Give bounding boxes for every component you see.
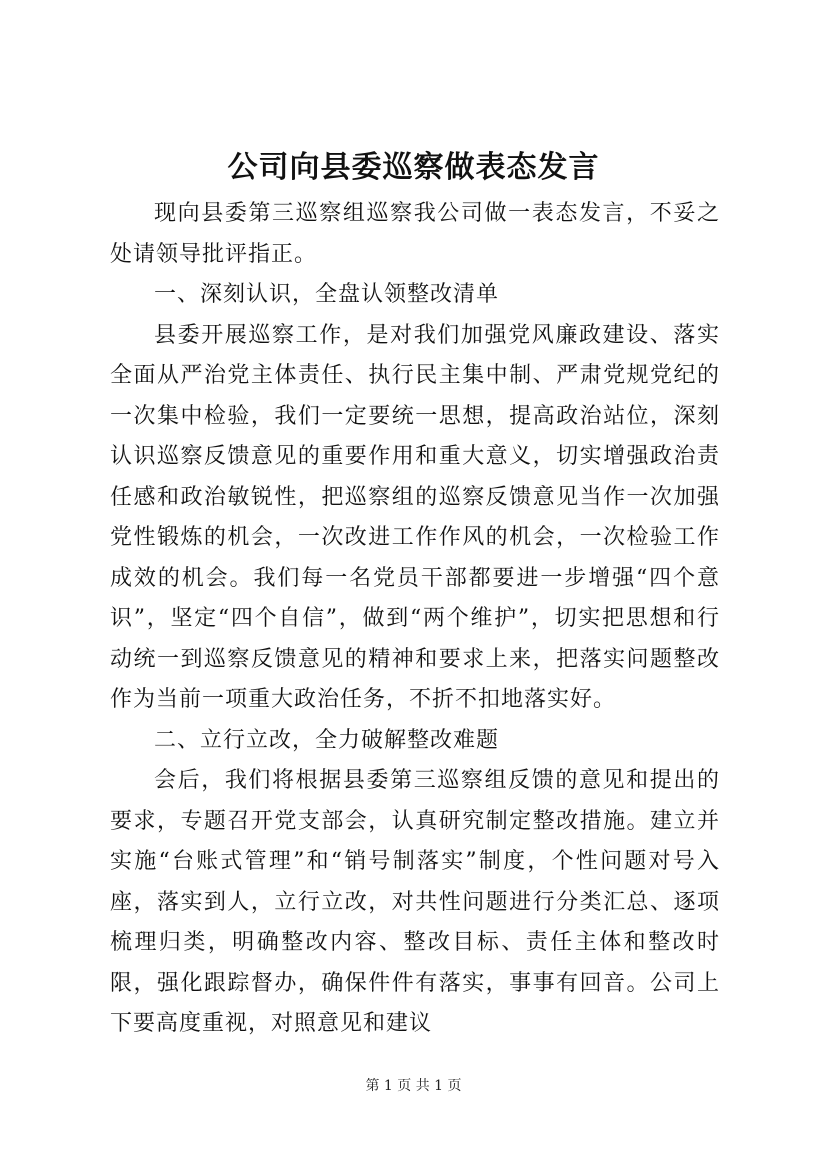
section-heading-1: 一、深刻认识，全盘认领整改清单 xyxy=(154,282,500,307)
document-title: 公司向县委巡察做表态发言 xyxy=(227,150,600,185)
section-1-paragraph: 县委开展巡察工作，是对我们加强党风廉政建设、落实全面从严治党主体责任、执行民主集中制、严肃党规党纪的一次集中检验，我们一定要统一思想，提高政治站位，深刻认识巡察反馈意见的重要作用和重大意义，切实增强政治责任感和政治敏锐性，把巡察组的巡察反馈意见当作一次加强党性锻炼的机会，一次改进工作作风的机会，一次检验工作成效的机会。我们每一名党员干部都要进一步增强“四个意识”，坚定“四个自信”，做到“两个维护”，切实把思想和行动统一到巡察反馈意见的精神和要求上来，把落实问题整改作为当前一项重大政治任务，不折不扣地落实好。 xyxy=(110,322,720,712)
section-2-paragraph: 会后，我们将根据县委第三巡察组反馈的意见和提出的要求，专题召开党支部会，认真研究制定整改措施。建立并实施“台账式管理”和“销号制落实”制度，个性问题对号入座，落实到人，立行立改，对共性问题进行分类汇总、逐项梳理归类，明确整改内容、整改目标、责任主体和整改时限，强化跟踪督办，确保件件有落实，事事有回音。公司上下要高度重视，对照意见和建议 xyxy=(110,768,720,1036)
intro-paragraph: 现向县委第三巡察组巡察我公司做一表态发言，不妥之处请领导批评指正。 xyxy=(110,201,720,267)
page-number-footer: 第 1 页 共 1 页 xyxy=(365,1078,462,1094)
section-heading-2: 二、立行立改，全力破解整改难题 xyxy=(154,727,500,753)
document-body xyxy=(110,194,720,1045)
